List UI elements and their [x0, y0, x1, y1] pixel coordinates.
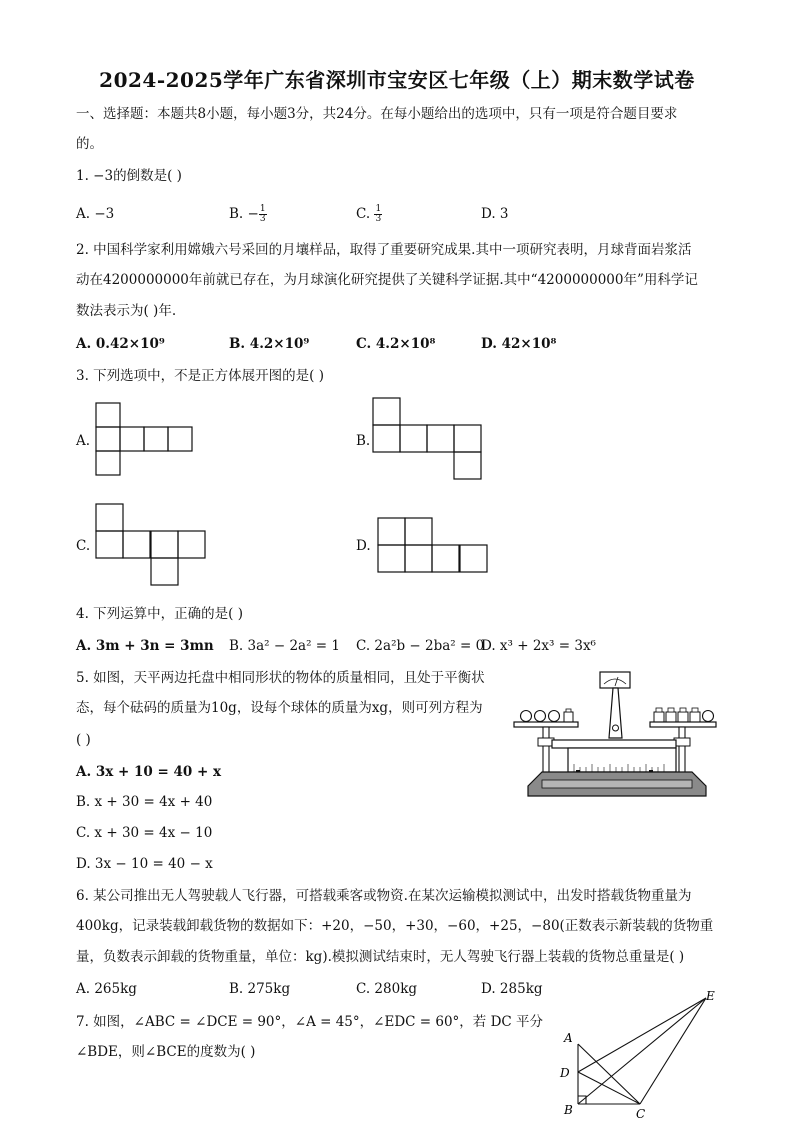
- q1-option-b-prefix: B. −: [229, 206, 259, 222]
- q2-option-c: C. 4.2×10⁸: [356, 336, 436, 352]
- q1-option-c-fraction: $\frac{1}{3}$: [375, 204, 382, 224]
- q5-option-b: B. x + 30 = 4x + 40: [76, 794, 213, 810]
- q4-option-d: D. x³ + 2x³ = 3x⁶: [481, 638, 596, 654]
- point-b-label: B: [564, 1103, 573, 1117]
- q3-net-d: [378, 518, 493, 576]
- ball-2: [535, 711, 546, 722]
- point-d-label: D: [560, 1066, 570, 1080]
- weight-r4: [690, 712, 700, 722]
- q3-label-c: C.: [76, 538, 91, 554]
- q1-option-c: [356, 204, 382, 224]
- q6-option-c: C. 280kg: [356, 981, 418, 997]
- q4-option-c: C. 2a²b − 2ba² = 0: [356, 638, 485, 654]
- q1-option-d: D. 3: [481, 206, 509, 222]
- q6-line1: 6. 某公司推出无人驾驶载人飞行器，可搭载乘客或物资.在某次运输模拟测试中，出发时搭载货物重量为: [76, 888, 692, 904]
- q1-option-b: [229, 204, 267, 224]
- q2-line1: 2. 中国科学家利用嫦娥六号采回的月壤样品，取得了重要研究成果.其中一项研究表明，月球背面岩浆活: [76, 242, 692, 258]
- q5-line1: 5. 如图，天平两边托盘中相同形状的物体的质量相同，且处于平衡状: [76, 670, 485, 686]
- q5-line3: ( ): [76, 732, 91, 748]
- q2-line3: 数法表示为( )年.: [76, 303, 177, 319]
- q1-option-c-prefix: C.: [356, 206, 375, 222]
- segment-de: [578, 998, 706, 1072]
- balance-scale-illustration: [512, 668, 722, 804]
- ball-1: [521, 711, 532, 722]
- q3-net-c: [96, 504, 211, 589]
- segment-ac: [578, 1044, 640, 1104]
- q5-line2: 态，每个砝码的质量为10g，设每个球体的质量为xg，则可列方程为: [76, 700, 483, 716]
- ball-3: [549, 711, 560, 722]
- weight-r2: [666, 712, 676, 722]
- q7-line1: 7. 如图，∠ABC = ∠DCE = 90°，∠A = 45°，∠EDC = 60°，若 DC 平分: [76, 1014, 544, 1030]
- ball-right: [703, 711, 714, 722]
- q2-option-a: A. 0.42×10⁹: [76, 336, 165, 352]
- q3-net-a: [96, 403, 196, 483]
- q6-option-a: A. 265kg: [76, 981, 137, 997]
- section-heading-line1: 一、选择题：本题共8小题，每小题3分，共24分。在每小题给出的选项中，只有一项是符合题目要求: [76, 106, 678, 122]
- q5-option-a: A. 3x + 10 = 40 + x: [76, 764, 222, 780]
- scale-beam: [552, 740, 676, 748]
- q5-option-c: C. x + 30 = 4x − 10: [76, 825, 213, 841]
- left-pan: [514, 722, 578, 727]
- right-pan: [650, 722, 716, 727]
- segment-ce: [640, 998, 706, 1104]
- q2-line2: 动在4200000000年前就已存在，为月球演化研究提供了关键科学证据.其中“4200000000年”用科学记: [76, 272, 698, 288]
- geometry-figure: [556, 988, 726, 1120]
- q6-line2: 400kg，记录装载卸载货物的数据如下：+20，−50，+30，−60，+25，−80(正数表示新装载的货物重: [76, 918, 714, 934]
- page-title: 2024-2025学年广东省深圳市宝安区七年级（上）期末数学试卷: [99, 68, 695, 92]
- q6-line3: 量，负数表示卸载的货物重量，单位：kg).模拟测试结束时，无人驾驶飞行器上装载的货物总重量是( ): [76, 949, 685, 965]
- q4-stem: 4. 下列运算中，正确的是( ): [76, 606, 243, 622]
- q4-option-b: B. 3a² − 2a² = 1: [229, 638, 340, 654]
- q3-label-d: D.: [356, 538, 371, 554]
- q6-option-d: D. 285kg: [481, 981, 543, 997]
- point-c-label: C: [636, 1107, 646, 1121]
- q1-option-b-fraction: $\frac{1}{3}$: [259, 204, 266, 224]
- q7-line2: ∠BDE，则∠BCE的度数为( ): [76, 1044, 256, 1060]
- segment-dc: [578, 1072, 640, 1104]
- q1-stem: 1. −3的倒数是( ): [76, 168, 182, 184]
- weight-r3: [678, 712, 688, 722]
- point-e-label: E: [706, 989, 715, 1003]
- q5-option-d: D. 3x − 10 = 40 − x: [76, 856, 213, 872]
- q3-label-a: A.: [76, 433, 91, 449]
- segment-be: [578, 998, 706, 1104]
- weight-r1: [654, 712, 664, 722]
- q2-option-b: B. 4.2×10⁹: [229, 336, 310, 352]
- q1-option-a: A. −3: [76, 206, 115, 222]
- q3-stem: 3. 下列选项中，不是正方体展开图的是( ): [76, 368, 324, 384]
- q3-net-b: [373, 398, 488, 483]
- point-a-label: A: [564, 1031, 573, 1045]
- q2-option-d: D. 42×10⁸: [481, 336, 557, 352]
- section-heading-line2: 的。: [76, 136, 103, 152]
- q3-label-b: B.: [356, 433, 371, 449]
- q4-option-a: A. 3m + 3n = 3mn: [76, 638, 214, 654]
- q6-option-b: B. 275kg: [229, 981, 291, 997]
- weight-left: [564, 712, 573, 722]
